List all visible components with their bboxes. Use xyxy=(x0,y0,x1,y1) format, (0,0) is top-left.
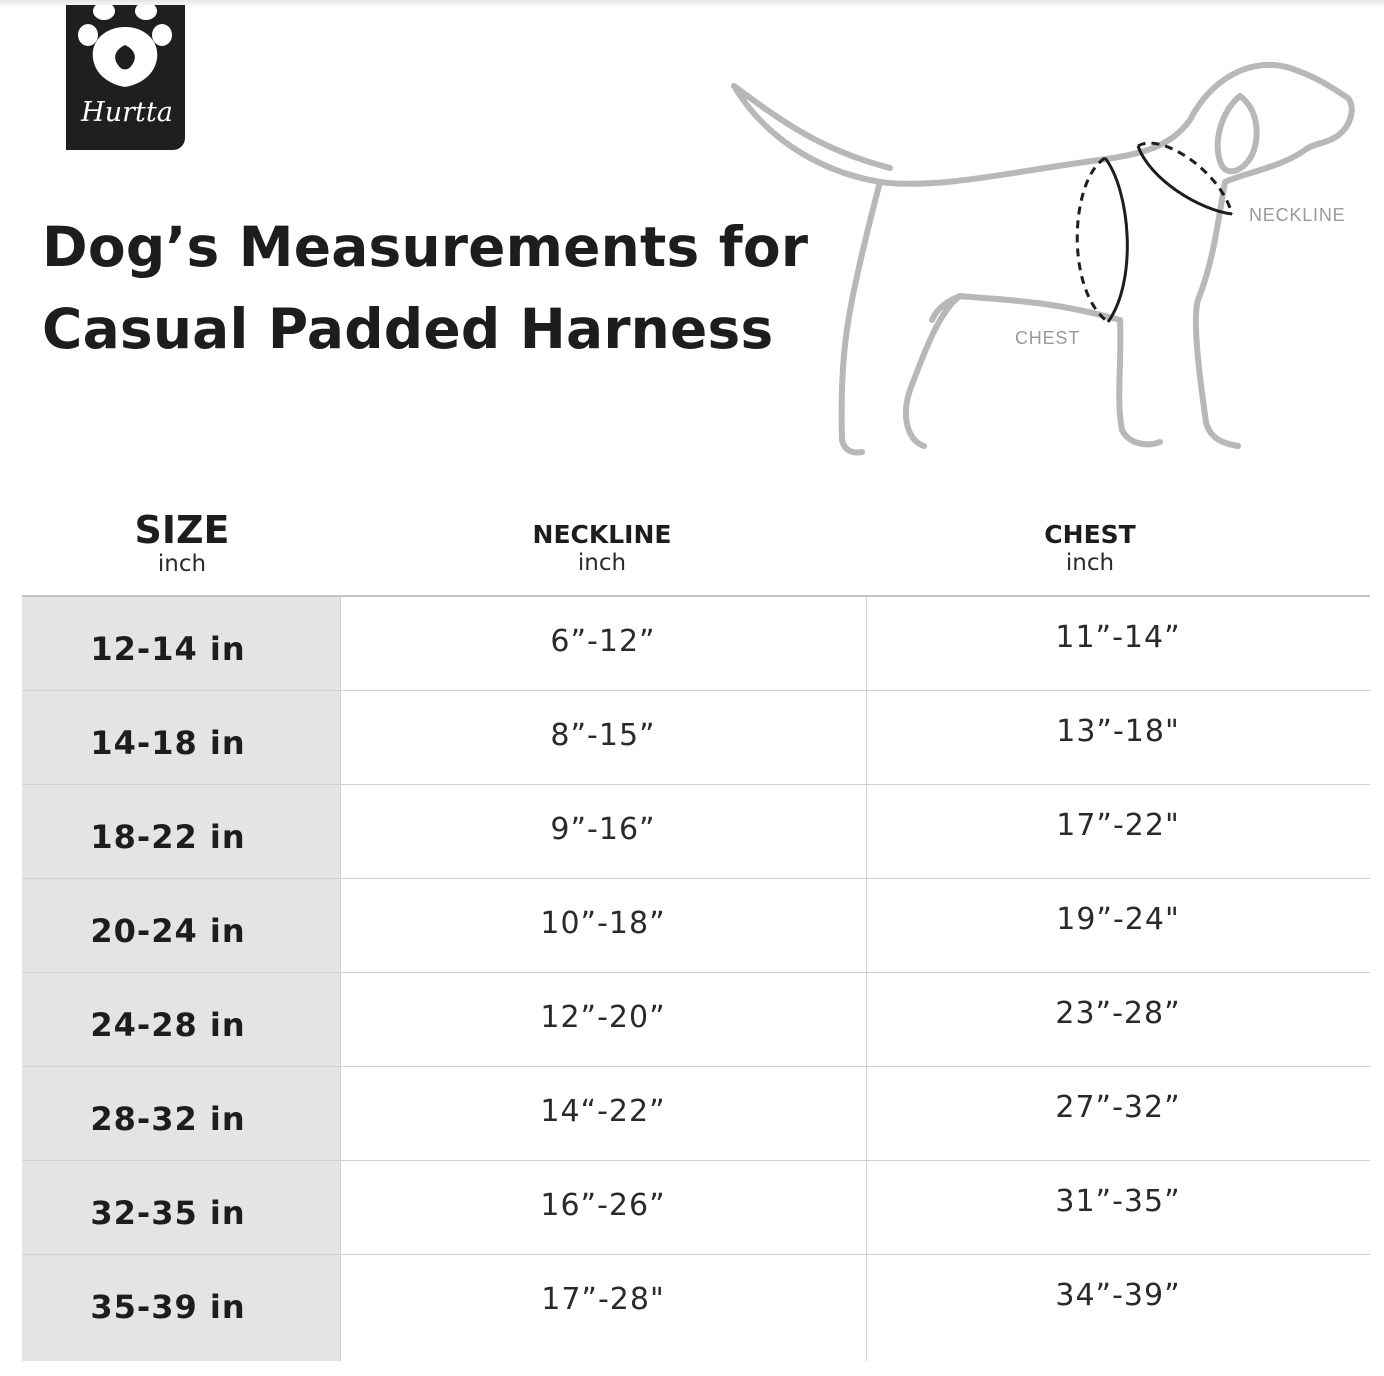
chest-cell: 19”-24" xyxy=(1056,901,1180,937)
neckline-cell: 17”-28" xyxy=(541,1281,665,1317)
size-cell: 20-24 in xyxy=(90,912,246,950)
size-cell: 18-22 in xyxy=(90,818,246,856)
table-row xyxy=(22,1255,1370,1349)
paw-logo-icon xyxy=(66,5,185,150)
dog-ear xyxy=(1218,96,1257,171)
neckline-label: NECKLINE xyxy=(1249,205,1346,225)
size-cell: 28-32 in xyxy=(90,1100,246,1138)
header-size-unit: inch xyxy=(157,551,207,577)
size-cell: 35-39 in xyxy=(90,1288,246,1326)
chest-ring-front xyxy=(1105,158,1127,322)
size-cell: 32-35 in xyxy=(90,1194,246,1232)
table-row xyxy=(22,691,1370,785)
neckline-cell: 16”-26” xyxy=(540,1187,666,1223)
size-table-header xyxy=(22,500,1370,595)
header-size-name: SIZE xyxy=(134,508,230,552)
table-row xyxy=(22,597,1370,691)
title-line-2: Casual Padded Harness xyxy=(42,297,774,361)
header-size xyxy=(92,508,272,576)
dog-tail xyxy=(734,86,1100,184)
title-line-1: Dog’s Measurements for xyxy=(42,215,809,279)
header-chest-name: CHEST xyxy=(1044,520,1136,549)
table-row xyxy=(22,785,1370,879)
table-row xyxy=(22,973,1370,1067)
hurtta-logo xyxy=(66,5,185,150)
table-row xyxy=(22,1161,1370,1255)
header-neckline-name: NECKLINE xyxy=(532,520,672,549)
neckline-cell: 6”-12” xyxy=(550,623,656,659)
size-cell: 24-28 in xyxy=(90,1006,246,1044)
size-cell: 12-14 in xyxy=(90,630,246,668)
dog-back xyxy=(1100,65,1352,182)
header-neckline xyxy=(492,519,712,575)
table-row xyxy=(22,1067,1370,1161)
chest-ring-back xyxy=(1077,158,1108,322)
dog-measurement-illustration xyxy=(720,50,1370,470)
chest-cell: 31”-35” xyxy=(1055,1183,1181,1219)
table-row xyxy=(22,879,1370,973)
chest-cell: 23”-28” xyxy=(1055,995,1181,1031)
neckline-cell: 14“-22” xyxy=(540,1093,666,1129)
size-table xyxy=(22,595,1370,1361)
chest-cell: 27”-32” xyxy=(1055,1089,1181,1125)
chest-label: CHEST xyxy=(1015,328,1081,348)
neckline-cell: 10”-18” xyxy=(540,905,666,941)
top-edge-shadow xyxy=(0,0,1384,8)
chest-cell: 34”-39” xyxy=(1055,1277,1181,1313)
header-chest xyxy=(980,519,1200,575)
chest-cell: 13”-18" xyxy=(1056,713,1180,749)
neckline-cell: 9”-16” xyxy=(550,811,656,847)
chest-cell: 11”-14” xyxy=(1055,619,1181,655)
chest-cell: 17”-22" xyxy=(1056,807,1180,843)
page-title xyxy=(42,206,808,370)
size-cell: 14-18 in xyxy=(90,724,246,762)
neckline-cell: 12”-20” xyxy=(540,999,666,1035)
neckline-cell: 8”-15” xyxy=(550,717,656,753)
header-chest-unit: inch xyxy=(1065,550,1115,576)
header-neckline-unit: inch xyxy=(577,550,627,576)
logo-wordmark: Hurtta xyxy=(81,97,173,128)
